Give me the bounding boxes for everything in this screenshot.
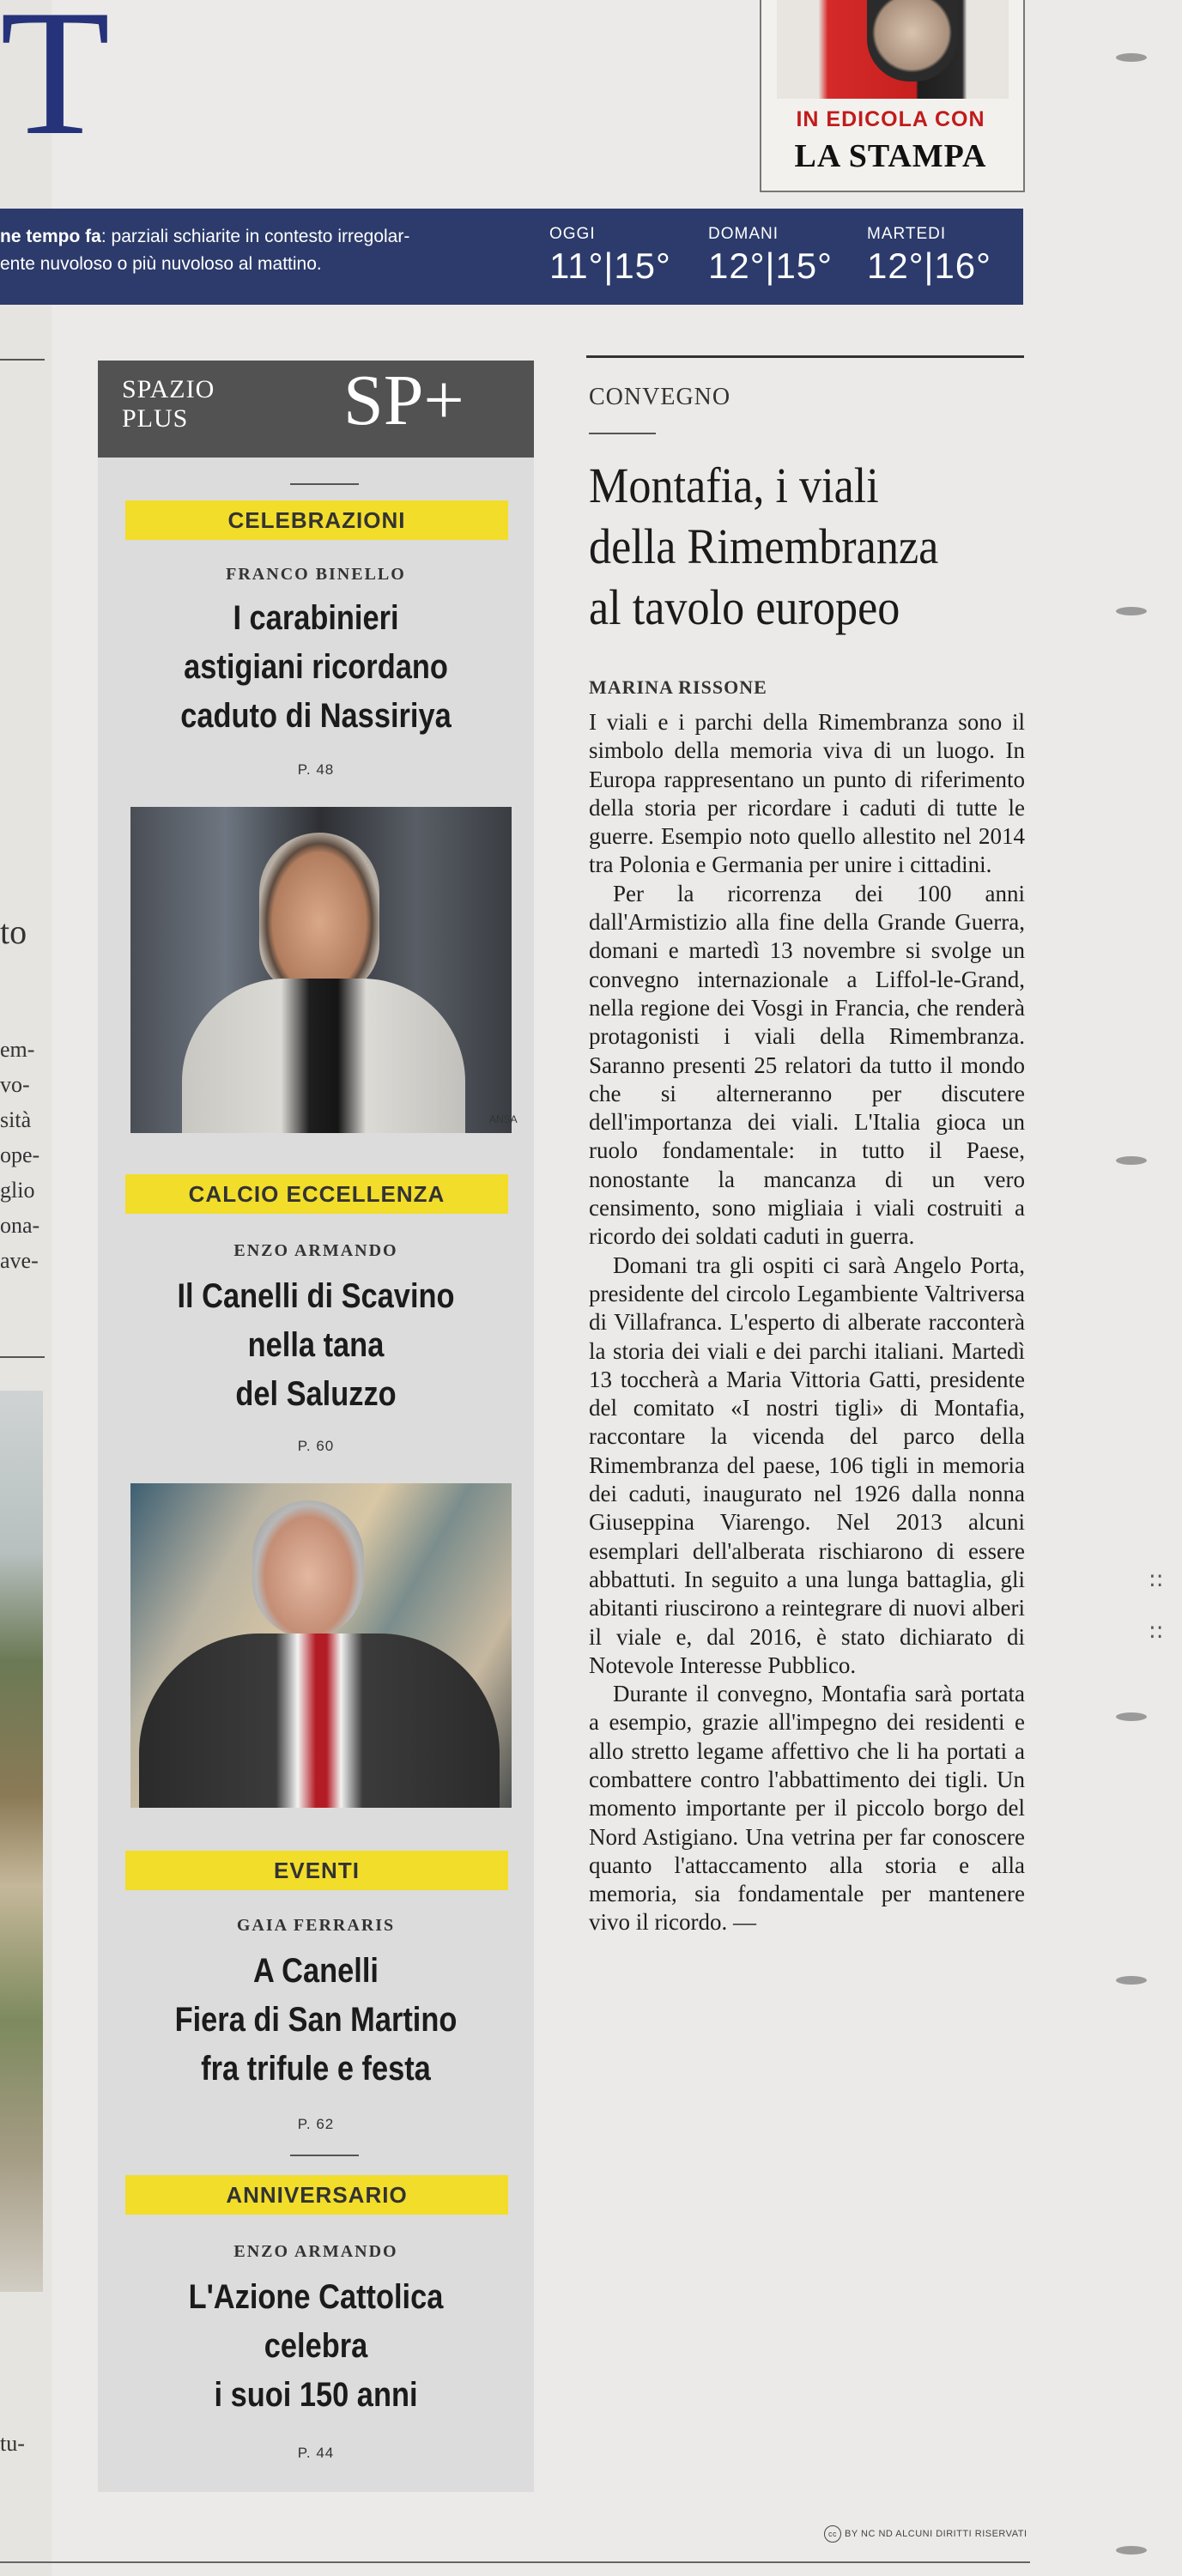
article-paragraph: Per la ricorrenza dei 100 anni dall'Armistizio alla fine della Grande Guerra, domani e martedì 13 novembre si svolge un convegno internazionale a Liffol-le-Grand, nella regione dei Vosgi in Francia, che renderà protagonisti i viali della Rimembranza. Saranno presenti 25 relatori da tutto il mondo che si alterneranno per discutere dell'importanza dei viali. L'Italia gioca un ruolo fondamentale: in tutto il Paese, nonostante la mancanza di un vero censimento, sono migliaia i viali costruiti a ricordo dei soldati caduti in guerra. (589, 880, 1025, 1250)
previous-page-fragment: ave- (0, 1248, 39, 1273)
weather-forecast (0, 223, 515, 278)
weather-day-tomorrow (708, 225, 833, 287)
sidebar-divider (290, 2155, 359, 2156)
previous-page-photo (0, 1391, 43, 2292)
photo-credit: ANSA (489, 1113, 518, 1125)
weather-forecast-text-2: ente nuvoloso o più nuvoloso al mattino. (0, 254, 322, 274)
margin-mark (1116, 1712, 1147, 1721)
previous-page-fragment: tu- (0, 2431, 25, 2456)
teaser-title[interactable]: A Canelli Fiera di San Martino fra trifule e festa (174, 1952, 458, 2088)
teaser-title[interactable]: I carabinieri astigiani ricordano caduto di Nassiriya (180, 599, 452, 735)
previous-page-fragment: glio (0, 1178, 35, 1203)
section-tag: EVENTI (125, 1851, 508, 1890)
teaser-author: FRANCO BINELLO (226, 565, 406, 584)
weather-forecast-label: ne tempo fa (0, 227, 101, 246)
margin-dots: :: (1149, 1567, 1164, 1592)
weather-day-label: DOMANI (708, 225, 779, 243)
article-paragraph: Domani tra gli ospiti ci sarà Angelo Porta, presidente del circolo Legambiente Valtriversa di Villafranca. L'esperto di alberate racconterà la storia dei viali e dei parchi italiani. Martedì 13 toccherà a Maria Vittoria Gatti, presidente del comitato «I nostri tigli» di Montafia, raccontare la vicenda del parco della Rimembranza del paese, 106 tigli in memoria dei caduti, inaugurato nel 1926 dalla nonna Giuseppina Viarengo. Nel 2013 alcuni esemplari dell'alberata rischiarono di essere abbattuti. In seguito a una lunga battaglia, gli abitanti riuscirono a reintegrare di nuovi alberi il viale e, dal 2016, è stato dichiarato di Notevole Interesse Pubblico. (589, 1252, 1025, 1678)
margin-mark (1116, 1156, 1147, 1165)
weather-day-label: OGGI (549, 225, 596, 243)
teaser-page-ref: P. 48 (297, 761, 335, 778)
sp-plus-logo: SP+ (343, 361, 464, 440)
section-tag: CALCIO ECCELLENZA (125, 1174, 508, 1214)
article-kicker: CONVEGNO (589, 384, 731, 410)
page-bottom-rule (0, 2561, 1030, 2563)
teaser-page-ref: P. 60 (297, 1438, 335, 1454)
teaser-page-ref: P. 62 (297, 2116, 335, 2132)
ad-portrait (867, 0, 957, 82)
previous-page-fragment: to (0, 912, 27, 951)
teaser-author: ENZO ARMANDO (233, 2242, 398, 2261)
teaser-page-ref: P. 44 (297, 2445, 335, 2461)
teaser-title[interactable]: Il Canelli di Scavino nella tana del Saluzzo (177, 1277, 455, 1413)
teaser-title[interactable]: L'Azione Cattolica celebra i suoi 150 anni (188, 2278, 444, 2414)
teaser-photo (130, 807, 512, 1133)
previous-page-rule (0, 1356, 45, 1358)
weather-day-label: MARTEDI (867, 225, 947, 243)
margin-mark (1116, 53, 1147, 62)
previous-page-fragment: em- (0, 1037, 35, 1062)
article-paragraph: I viali e i parchi della Rimembranza sono il simbolo della memoria viva di un luogo. In Europa rappresentano un punto di riferimento della storia per ricordare i caduti di tutte le guerre. Esempio noto quello allestito nel 2014 tra Polonia e Germania per unire i cittadini. (589, 709, 1025, 878)
margin-mark (1116, 1976, 1147, 1985)
margin-mark (1116, 2546, 1147, 2555)
margin-dots: :: (1149, 1618, 1164, 1644)
weather-day-tuesday (867, 225, 991, 287)
sidebar-header-title: SPAZIO PLUS (122, 375, 215, 433)
previous-page-fragment: ope- (0, 1143, 40, 1167)
section-tag: CELEBRAZIONI (125, 500, 508, 540)
section-tag: ANNIVERSARIO (125, 2175, 508, 2215)
article-paragraph: Durante il convegno, Montafia sarà portata a esempio, grazie all'impegno dei residenti e allo stretto legame affettivo che li ha portati a combattere contro l'abbattimento dei tigli. Un momento importante per il piccolo borgo del Nord Astigiano. Una vetrina per far conoscere quanto l'attaccamento alla storia e alla memoria, sia fondamentale per mantenere vivo il ricordo. — (589, 1681, 1025, 1936)
teaser-author: GAIA FERRARIS (236, 1916, 396, 1935)
previous-page-fragment: vo- (0, 1072, 30, 1097)
previous-page-rule (0, 359, 45, 361)
weather-temps: 12°|15° (708, 245, 833, 286)
weather-day-today (549, 225, 671, 287)
ad-tagline: IN EDICOLA CON (796, 107, 985, 131)
weather-forecast-text: : parziali schiarite in contesto irregolar- (100, 227, 410, 246)
teaser-photo (130, 1483, 512, 1808)
article-headline: Montafia, i viali della Rimembranza al tavolo europeo (589, 458, 939, 635)
article-byline: MARINA RISSONE (589, 676, 767, 698)
teaser-author: ENZO ARMANDO (233, 1241, 398, 1260)
sidebar-divider (290, 483, 359, 485)
article-body (589, 708, 1025, 1937)
weather-temps: 12°|16° (867, 245, 991, 286)
previous-page-fragment: ona- (0, 1213, 40, 1238)
ad-masthead: LA STAMPA (794, 138, 987, 174)
kicker-rule (589, 433, 656, 434)
margin-mark (1116, 607, 1147, 615)
creative-commons-icon: cc (824, 2525, 841, 2543)
previous-page-title-fragment: T (0, 0, 111, 173)
copyright-notice: cc BY NC ND ALCUNI DIRITTI RISERVATI (824, 2525, 1027, 2543)
previous-page-fragment: sità (0, 1107, 32, 1132)
weather-temps: 11°|15° (549, 245, 671, 286)
article-top-rule (586, 355, 1024, 358)
